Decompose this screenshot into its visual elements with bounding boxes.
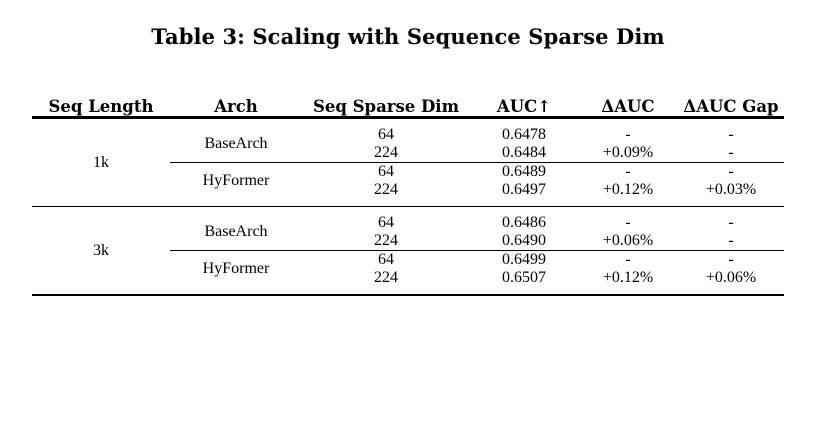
column-header-delta-auc: ΔAUC xyxy=(601,97,655,116)
spacer xyxy=(32,119,784,126)
cell-seq-sparse-dim: 64 xyxy=(302,251,470,270)
column-header-auc: AUC↑ xyxy=(496,97,552,116)
table-row xyxy=(32,126,784,144)
cell-delta-auc: - xyxy=(578,251,678,270)
table-caption: Table 3: Scaling with Sequence Sparse Dim xyxy=(151,24,665,49)
cell-auc: 0.6499 xyxy=(470,251,578,270)
cell-delta-auc: - xyxy=(625,126,631,143)
cell-seq-sparse-dim: 64 xyxy=(302,163,470,182)
column-header-seq-length: Seq Length xyxy=(48,97,154,116)
cell-seq-sparse-dim: 224 xyxy=(374,144,398,161)
cell-seq-sparse-dim: 224 xyxy=(374,181,398,198)
cell-delta-auc-gap: - xyxy=(678,251,784,270)
cell-auc: 0.6484 xyxy=(502,144,546,161)
column-header-delta-auc-gap: ΔAUC Gap xyxy=(683,97,779,116)
spacer xyxy=(32,199,784,207)
cell-delta-auc-gap: - xyxy=(728,232,734,249)
cell-auc: 0.6490 xyxy=(502,232,546,249)
table-body xyxy=(32,119,784,297)
cell-delta-auc-gap: - xyxy=(728,144,734,161)
cell-delta-auc: +0.12% xyxy=(602,181,654,198)
cell-delta-auc-gap: +0.06% xyxy=(705,269,757,286)
cell-delta-auc: +0.12% xyxy=(602,269,654,286)
cell-delta-auc-gap: +0.03% xyxy=(705,181,757,198)
cell-auc: 0.6507 xyxy=(502,269,546,286)
cell-delta-auc: - xyxy=(625,214,631,231)
cell-arch: BaseArch xyxy=(204,223,268,240)
cell-seq-sparse-dim: 64 xyxy=(378,214,394,231)
cell-arch: HyFormer xyxy=(170,163,302,200)
cell-auc: 0.6486 xyxy=(502,214,546,231)
cell-seq-sparse-dim: 64 xyxy=(378,126,394,143)
results-table xyxy=(32,97,784,296)
spacer xyxy=(32,207,784,214)
cell-delta-auc: - xyxy=(578,163,678,182)
cell-seq-sparse-dim: 224 xyxy=(374,269,398,286)
cell-auc: 0.6478 xyxy=(502,126,546,143)
cell-seq-sparse-dim: 224 xyxy=(374,232,398,249)
table-header xyxy=(32,97,784,117)
cell-delta-auc-gap: - xyxy=(728,214,734,231)
cell-arch: HyFormer xyxy=(170,251,302,288)
cell-seq-length: 3k xyxy=(93,241,109,259)
table-container xyxy=(32,59,784,296)
cell-auc: 0.6489 xyxy=(470,163,578,182)
column-header-seq-sparse-dim: Seq Sparse Dim xyxy=(312,97,460,116)
cell-delta-auc-gap: - xyxy=(678,163,784,182)
cell-delta-auc: +0.09% xyxy=(602,144,654,161)
spacer xyxy=(32,287,784,295)
cell-seq-length: 1k xyxy=(93,153,109,171)
cell-delta-auc: +0.06% xyxy=(602,232,654,249)
cell-auc: 0.6497 xyxy=(502,181,546,198)
table-row xyxy=(32,214,784,232)
column-header-arch: Arch xyxy=(214,97,258,116)
cell-arch: BaseArch xyxy=(204,135,268,152)
cell-delta-auc-gap: - xyxy=(728,126,734,143)
header-row xyxy=(32,97,784,117)
table-bottom-rule xyxy=(32,295,784,296)
